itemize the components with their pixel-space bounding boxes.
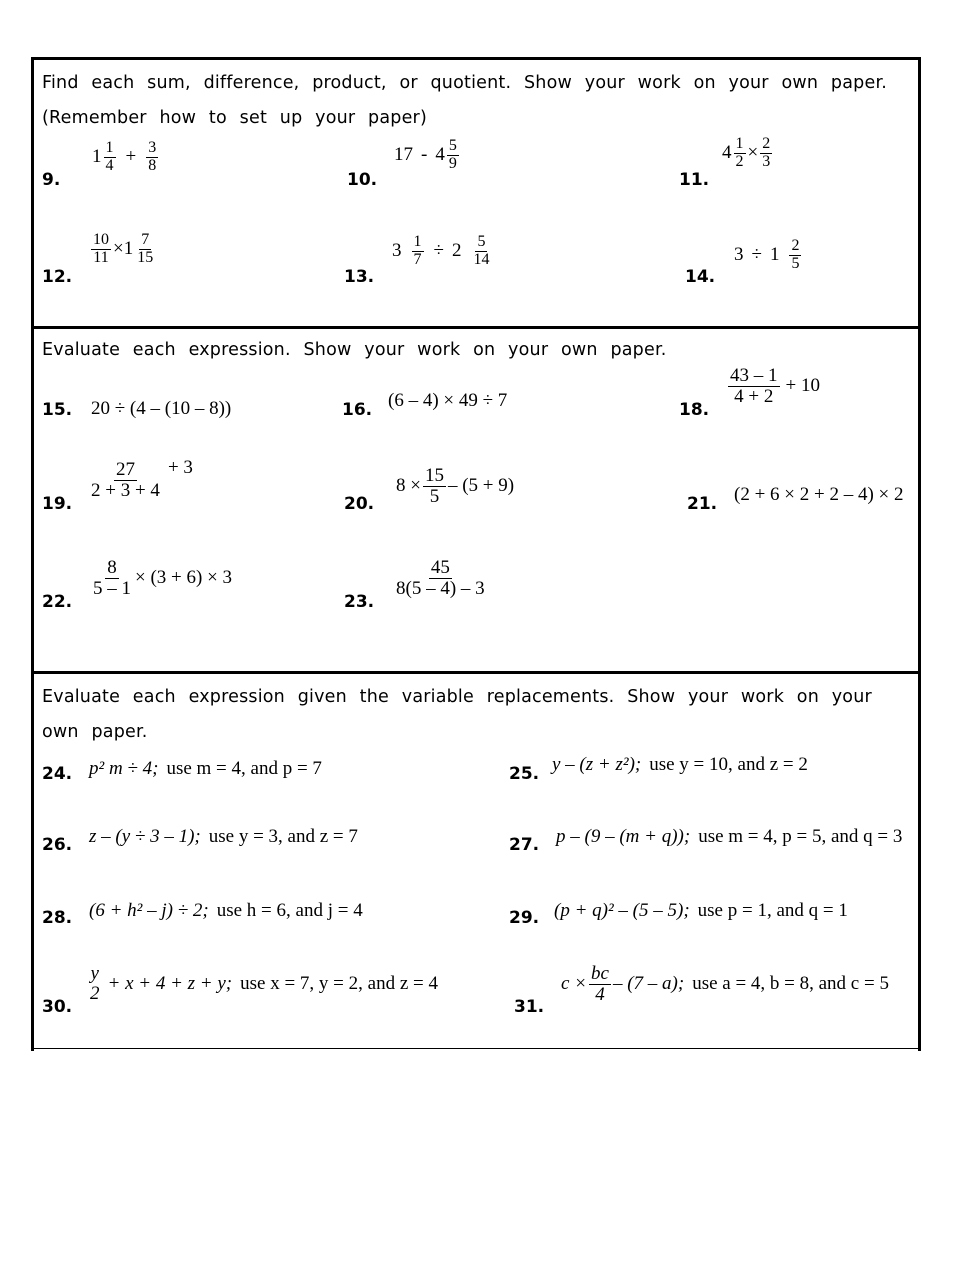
problem-20-number: 20. [344, 494, 375, 514]
problem-28-number: 28. [42, 908, 73, 928]
problem-30-number: 30. [42, 997, 73, 1017]
problem-18-number: 18. [679, 400, 710, 420]
problem-28-expression: (6 + h² – j) ÷ 2; use h = 6, and j = 4 [89, 900, 363, 921]
problem-12-number: 12. [42, 267, 73, 287]
problem-21-expression: (2 + 6 × 2 + 2 – 4) × 2 [734, 484, 904, 505]
problem-15-number: 15. [42, 400, 73, 420]
section-1-instruction: Find each sum, difference, product, or quotient. Show your work on your own paper. (Remember how to set up your paper) [42, 73, 887, 128]
section-divider [34, 326, 918, 329]
problem-24-number: 24. [42, 764, 73, 784]
problem-26-number: 26. [42, 835, 73, 855]
section-3-instruction: Evaluate each expression given the variable replacements. Show your work on your own paper. [42, 687, 872, 742]
problem-19-expression: 27 2 + 3 + 4 + 3 [91, 457, 193, 501]
problem-23-expression: 45 8(5 – 4) – 3 [396, 557, 485, 599]
problem-14-number: 14. [685, 267, 716, 287]
problem-10-number: 10. [347, 170, 378, 190]
problem-16-expression: (6 – 4) × 49 ÷ 7 [388, 390, 508, 411]
problem-15-expression: 20 ÷ (4 – (10 – 8)) [91, 398, 232, 419]
problem-11-number: 11. [679, 170, 710, 190]
problem-21-number: 21. [687, 494, 718, 514]
worksheet [31, 57, 921, 1051]
problem-22-expression: $\frac{8}{5 - 1}$ × (3 + 6) × 3 [93, 557, 233, 599]
problem-9-number: 9. [42, 170, 61, 190]
problem-12-expression: $\frac{10}{11}$ × 1 7 15 [93, 231, 154, 266]
problem-31-number: 31. [514, 997, 545, 1017]
problem-16-number: 16. [342, 400, 373, 420]
problem-30-expression: y 2 + x + 4 + z + y; use x = 7, y = 2, and z = 4 [90, 963, 438, 1004]
problem-18-expression: 43 – 1 4 + 2 + 10 [730, 365, 820, 407]
problem-23-number: 23. [344, 592, 375, 612]
problem-22-number: 22. [42, 592, 73, 612]
problem-13-expression: 3 1 7 ÷ 2 5 14 [392, 233, 490, 268]
section-divider [34, 671, 918, 674]
problem-27-expression: p – (9 – (m + q)); use m = 4, p = 5, and q = 3 [556, 826, 903, 847]
problem-9-expression: 1 1 4 + 3 8 [92, 139, 157, 174]
problem-25-expression: y – (z + z²); use y = 10, and z = 2 [552, 754, 808, 775]
worksheet-bottom-edge [34, 1048, 918, 1049]
problem-19-number: 19. [42, 494, 73, 514]
section-2-instruction: Evaluate each expression. Show your work on your own paper. [42, 340, 667, 360]
problem-25-number: 25. [509, 764, 540, 784]
problem-27-number: 27. [509, 835, 540, 855]
problem-11-expression: 4 $\frac{1}{2}$ × $\frac{2}{3}$ [722, 135, 771, 170]
problem-29-expression: (p + q)² – (5 – 5); use p = 1, and q = 1 [554, 900, 848, 921]
problem-13-number: 13. [344, 267, 375, 287]
problem-10-expression: 17 - 4 5 9 [394, 137, 457, 172]
problem-20-expression: 8 × $\frac{15}{5}$ – (5 + 9) [396, 465, 515, 507]
problem-31-expression: c × $\frac{bc}{4}$ – (7 – a); use a = 4, b = 8, and c = 5 [561, 963, 889, 1005]
problem-14-expression: 3 ÷ 1 2 5 [734, 237, 800, 272]
problem-24-expression: p² m ÷ 4; use m = 4, and p = 7 [89, 758, 322, 779]
problem-26-expression: z – (y ÷ 3 – 1); use y = 3, and z = 7 [89, 826, 358, 847]
problem-29-number: 29. [509, 908, 540, 928]
